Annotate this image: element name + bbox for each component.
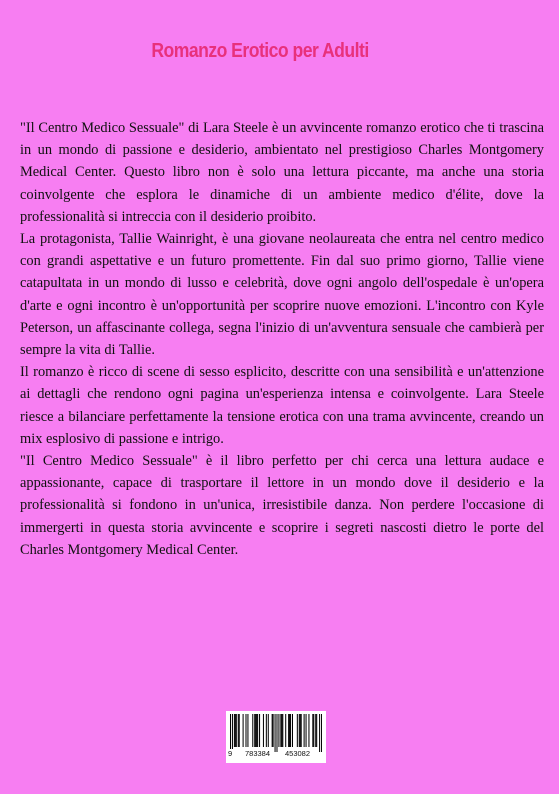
barcode-bar <box>297 714 298 747</box>
barcode-bar <box>285 714 286 747</box>
barcode-bar <box>232 714 233 752</box>
barcode-bar <box>316 714 317 747</box>
barcode-bar <box>252 714 253 747</box>
barcode-bar <box>230 714 231 752</box>
barcode-bar <box>301 714 302 747</box>
barcode-bar <box>290 714 291 747</box>
isbn-barcode <box>226 711 326 763</box>
barcode-bar <box>278 714 279 747</box>
barcode-bar <box>239 714 240 747</box>
barcode-bar <box>247 714 248 747</box>
barcode-bar <box>273 714 274 747</box>
barcode-bar <box>280 714 281 747</box>
barcode-bar <box>257 714 258 747</box>
barcode-bar <box>313 714 314 747</box>
barcode-left-group: 783384 <box>245 749 271 758</box>
barcode-lead-digit: 9 <box>228 749 233 758</box>
barcode-bar <box>235 714 236 747</box>
barcode-bar <box>276 714 277 752</box>
barcode-bar <box>254 714 255 747</box>
barcode-bar <box>238 714 239 747</box>
barcode-bar <box>234 714 235 747</box>
barcode-bar <box>312 714 313 747</box>
barcode-bar <box>321 714 322 752</box>
barcode-bar <box>315 714 316 747</box>
barcode-bar <box>263 714 264 747</box>
synopsis-paragraph-3: Il romanzo è ricco di scene di sesso esplicito, descritte con una sensibilità e un'attenzione ai dettagli che rendono ogni pagina un'esperienza intensa e coinvolgente. Lara Steele riesce a bilanciare perfettamente la tensione erotica con una trama avvincente, creando un mix esplosivo di passione e intrigo. <box>20 364 544 447</box>
barcode-bar <box>308 714 309 747</box>
barcode-bar <box>259 714 260 747</box>
barcode-digits <box>226 749 326 761</box>
barcode-bar <box>281 714 282 747</box>
barcode-bar <box>275 714 276 752</box>
barcode-bar <box>288 714 289 747</box>
synopsis <box>20 117 544 561</box>
barcode-bar <box>236 714 237 747</box>
barcode-bar <box>243 714 244 747</box>
barcode-bar <box>319 714 320 752</box>
barcode-bars <box>230 714 322 752</box>
barcode-bar <box>255 714 256 747</box>
barcode-bar <box>292 714 293 747</box>
barcode-bar <box>245 714 246 747</box>
synopsis-paragraph-1: "Il Centro Medico Sessuale" di Lara Steele è un avvincente romanzo erotico che ti trascina in un mondo di passione e desiderio, ambientato nel prestigioso Charles Montgomery Medical Center. Questo libro non è solo una lettura piccante, ma anche una storia coinvolgente che esplora le dinamiche di un ambiente medico d'élite, dove la professionalità si intreccia con il desiderio proibito. <box>20 120 544 225</box>
barcode-bar <box>300 714 301 747</box>
synopsis-paragraph-4: "Il Centro Medico Sessuale" è il libro perfetto per chi cerca una lettura audace e appassionante, capace di trasportare il lettore in un mondo dove il desiderio e la professionalità si fondono in un'unica, irresistibile danza. Non perdere l'occasione di immergerti in questa storia avvincente e scoprire i segreti nascosti dietro le porte del Charles Montgomery Medical Center. <box>20 453 544 558</box>
barcode-bar <box>304 714 305 747</box>
barcode-bar <box>282 714 283 747</box>
barcode-bar <box>306 714 307 747</box>
barcode-bar <box>272 714 273 747</box>
barcode-bar <box>289 714 290 747</box>
barcode-right-group: 453082 <box>285 749 311 758</box>
synopsis-paragraph-2: La protagonista, Tallie Wainright, è una giovane neolaureata che entra nel centro medico con grandi aspettative e un futuro promettente. Fin dal suo primo giorno, Tallie viene catapultata in un mondo di lusso e celebrità, dove ogni angolo dell'ospedale è un'opera d'arte e ogni incontro è un'opportunità per scoprire nuove emozioni. L'incontro con Kyle Peterson, un affascinante collega, segna l'inizio di un'avventura sensuale che cambierà per sempre la vita di Tallie. <box>20 231 544 359</box>
barcode-bar <box>299 714 300 747</box>
barcode-bar <box>268 714 269 747</box>
barcode-bar <box>256 714 257 747</box>
cover-title: Romanzo Erotico per Adulti <box>151 40 369 62</box>
barcode-bar <box>266 714 267 747</box>
